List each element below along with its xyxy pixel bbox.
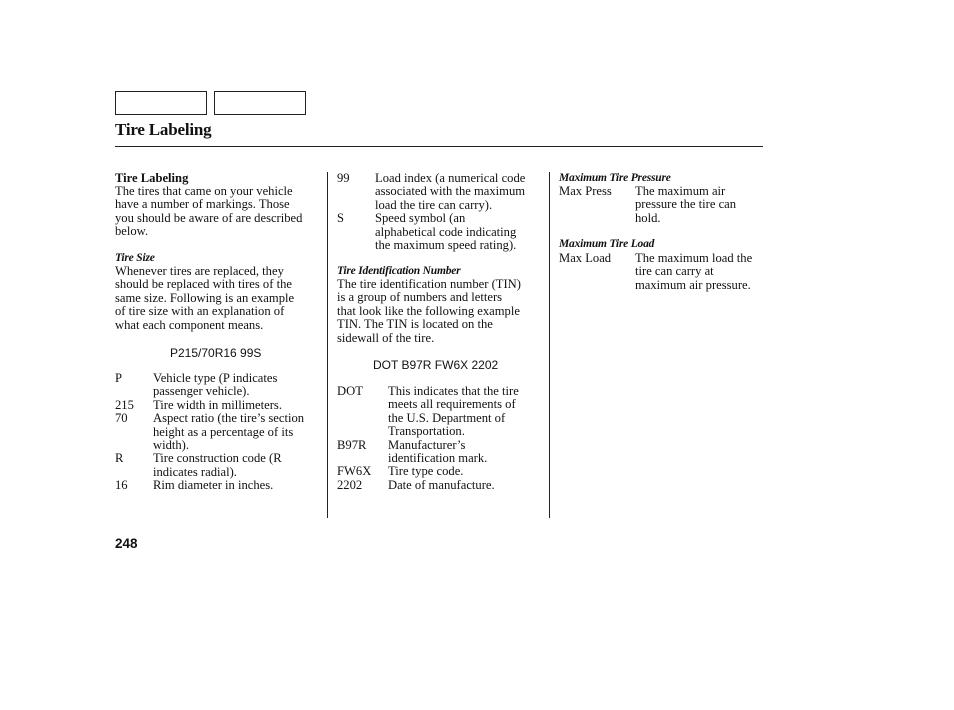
subheading-tire-size: Tire Size — [115, 252, 155, 264]
page-number: 248 — [115, 536, 138, 551]
list-item: FW6X Tire type code. — [337, 464, 464, 479]
list-item: 70 Aspect ratio (the tire’s section height as a percentage of its width). — [115, 411, 305, 453]
title-rule — [115, 146, 763, 147]
list-item: DOT This indicates that the tire meets all requirements of the U.S. Department of Transportation. — [337, 384, 519, 439]
column-divider-1 — [327, 172, 328, 518]
nav-box-2[interactable] — [214, 91, 306, 115]
tin-example: DOT B97R FW6X 2202 — [373, 358, 499, 372]
size-code-list — [115, 372, 325, 493]
tin-paragraph: The tire identification number (TIN) is a group of numbers and letters that look like the following example TIN. The TIN is located on the sidewall of the tire. — [337, 277, 521, 345]
tin-code-list — [337, 385, 547, 492]
subheading-max-pressure: Maximum Tire Pressure — [559, 172, 671, 184]
intro-paragraph: The tires that came on your vehicle have a number of markings. Those you should be aware of are described below. — [115, 184, 303, 239]
list-item: 2202 Date of manufacture. — [337, 477, 495, 492]
list-item: P Vehicle type (P indicates passenger vehicle). — [115, 371, 278, 399]
list-item: R Tire construction code (R indicates radial). — [115, 451, 282, 479]
tire-size-paragraph: Whenever tires are replaced, they should be replaced with tires of the same size. Following is an example of tire size with an explanation of what each component means. — [115, 264, 295, 332]
list-item: S Speed symbol (an alphabetical code indicating the maximum speed rating). — [337, 211, 517, 253]
max-pressure-item: Max Press The maximum air pressure the tire can hold. — [559, 184, 737, 225]
column-divider-2 — [549, 172, 550, 518]
load-speed-list — [337, 172, 547, 252]
section-heading: Tire Labeling — [115, 171, 189, 185]
list-item: B97R Manufacturer’s identification mark. — [337, 437, 488, 466]
subheading-tin: Tire Identification Number — [337, 265, 461, 277]
max-load-item: Max Load The maximum load the tire can carry at maximum air pressure. — [559, 251, 753, 292]
list-item: 215 Tire width in millimeters. — [115, 397, 282, 412]
tire-size-example: P215/70R16 99S — [170, 346, 262, 360]
list-item: 16 Rim diameter in inches. — [115, 478, 274, 493]
page-title: Tire Labeling — [115, 120, 212, 139]
list-item: 99 Load index (a numerical code associated with the maximum load the tire can carry). — [337, 171, 526, 212]
nav-box-1[interactable] — [115, 91, 207, 115]
subheading-max-load: Maximum Tire Load — [559, 238, 655, 250]
